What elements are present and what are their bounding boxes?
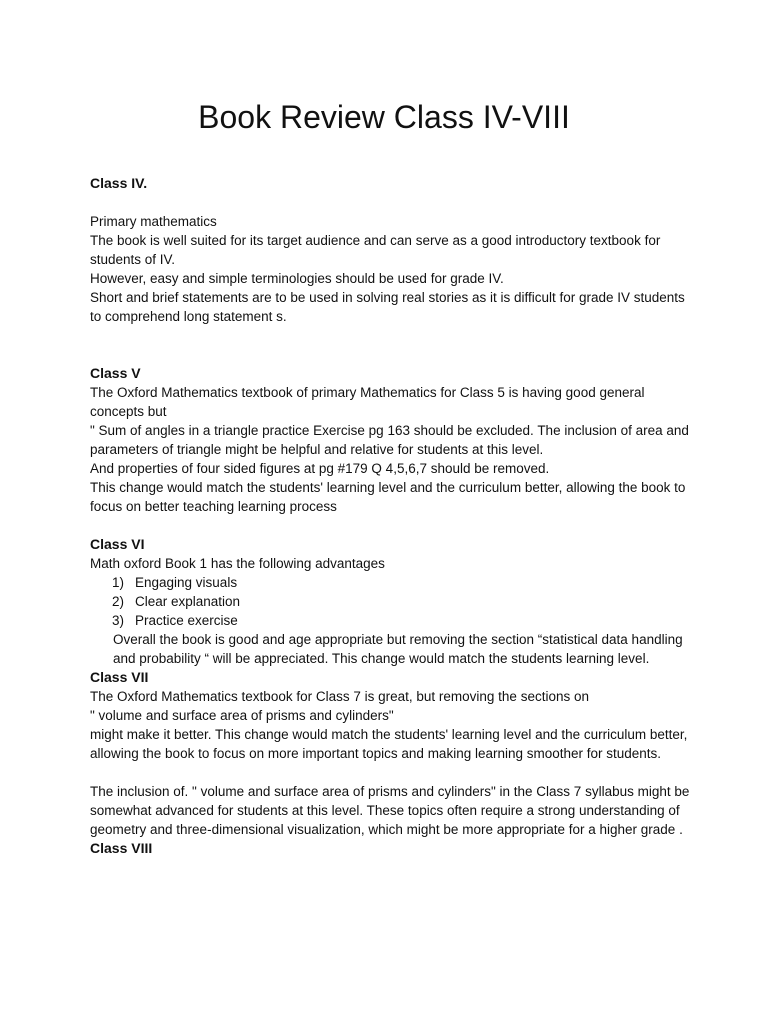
advantages-list [90, 573, 690, 630]
spacer [90, 326, 690, 364]
paragraph: " volume and surface area of prisms and cylinders" [90, 708, 394, 723]
paragraph: The book is well suited for its target audience and can serve as a good introductory textbook for students of IV. [90, 233, 661, 267]
list-item-number: 3) [112, 613, 125, 628]
spacer [90, 763, 690, 782]
paragraph: And properties of four sided figures at pg #179 Q 4,5,6,7 should be removed. [90, 461, 550, 476]
paragraph: " Sum of angles in a triangle practice Exercise pg 163 should be excluded. The inclusion of area and parameters of triangle might be helpful and relative for students at this level. [90, 423, 689, 457]
paragraph: Overall the book is good and age appropriate but removing the section “statistical data handling and probability “ will be appreciated. This change would match the students learning level. [113, 632, 683, 666]
list-item [90, 611, 690, 630]
document-body [90, 174, 690, 858]
page-title: Book Review Class IV-VIII [198, 99, 570, 135]
paragraph: The Oxford Mathematics textbook of primary Mathematics for Class 5 is having good general concepts but [90, 385, 645, 419]
paragraph: Math oxford Book 1 has the following advantages [90, 556, 385, 571]
list-item-text: Practice exercise [135, 613, 238, 628]
section-heading-class-8: Class VIII [90, 840, 153, 856]
paragraph: However, easy and simple terminologies should be used for grade IV. [90, 271, 504, 286]
section-heading-class-5: Class V [90, 365, 141, 381]
list-item [90, 592, 690, 611]
spacer [90, 193, 690, 212]
paragraph: The inclusion of. " volume and surface area of prisms and cylinders" in the Class 7 syllabus might be somewhat advanced for students at this level. These topics often require a strong understanding of geometry and three-dimensional visualization, which might be more appropriate for a higher grade . [90, 784, 690, 837]
section-heading-class-6: Class VI [90, 536, 145, 552]
section-heading-class-4: Class IV. [90, 175, 148, 191]
list-item-text: Clear explanation [135, 594, 241, 609]
section-heading-class-7: Class VII [90, 669, 149, 685]
paragraph: Short and brief statements are to be used in solving real stories as it is difficult for grade IV students to comprehend long statement s. [90, 290, 685, 324]
paragraph: might make it better. This change would match the students' learning level and the curriculum better, allowing the book to focus on more important topics and making learning smoother for students. [90, 727, 688, 761]
paragraph: Primary mathematics [90, 214, 217, 229]
list-item-number: 1) [112, 575, 125, 590]
list-item-text: Engaging visuals [135, 575, 238, 590]
list-item [90, 573, 690, 592]
paragraph: The Oxford Mathematics textbook for Class 7 is great, but removing the sections on [90, 689, 589, 704]
paragraph: This change would match the students' learning level and the curriculum better, allowing the book to focus on better teaching learning process [90, 480, 686, 514]
list-item-number: 2) [112, 594, 125, 609]
spacer [90, 516, 690, 535]
